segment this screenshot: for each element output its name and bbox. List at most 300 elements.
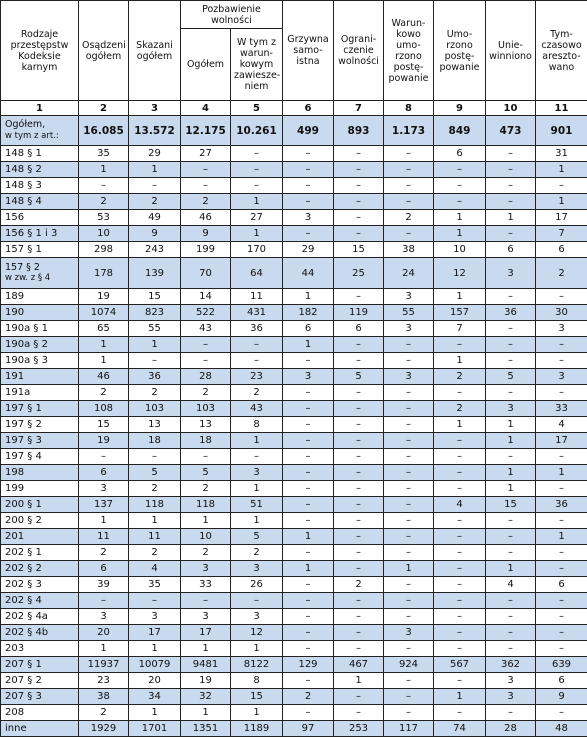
table-cell: – xyxy=(231,337,283,353)
table-cell: 17 xyxy=(181,625,231,641)
table-cell: 6 xyxy=(434,146,486,162)
table-cell: 36 xyxy=(536,497,587,513)
table-cell: 1 xyxy=(181,513,231,529)
table-cell: 1 xyxy=(129,162,181,178)
table-cell: 2 xyxy=(536,258,587,289)
table-cell: 10079 xyxy=(129,657,181,673)
table-cell: 74 xyxy=(434,721,486,737)
table-cell: – xyxy=(486,321,536,337)
table-cell: 11 xyxy=(231,289,283,305)
total-row-label: Ogółem, w tym z art.: xyxy=(1,116,79,146)
table-cell: 26 xyxy=(231,577,283,593)
table-cell: – xyxy=(283,162,334,178)
table-row xyxy=(1,289,587,305)
table-cell: 43 xyxy=(231,401,283,417)
table-cell: – xyxy=(334,433,384,449)
table-cell: 3 xyxy=(283,369,334,385)
table-cell: – xyxy=(536,593,587,609)
table-cell: 9 xyxy=(536,689,587,705)
table-row xyxy=(1,162,587,178)
table-cell: 1 xyxy=(79,641,129,657)
table-cell: 1 xyxy=(231,226,283,242)
table-row xyxy=(1,689,587,705)
table-cell: – xyxy=(434,705,486,721)
table-cell: 46 xyxy=(181,210,231,226)
table-cell: – xyxy=(283,146,334,162)
table-cell: 10 xyxy=(434,242,486,258)
table-cell: – xyxy=(536,449,587,465)
table-cell: 2 xyxy=(79,545,129,561)
header-deprivation-of-liberty: Pozbawienie wolności xyxy=(181,1,283,29)
table-cell: – xyxy=(283,497,334,513)
table-cell: – xyxy=(334,194,384,210)
table-row xyxy=(1,609,587,625)
table-cell: 1 xyxy=(231,194,283,210)
table-cell: – xyxy=(129,593,181,609)
table-cell: – xyxy=(79,593,129,609)
table-cell: – xyxy=(384,401,434,417)
table-cell: – xyxy=(384,609,434,625)
table-cell: 3 xyxy=(486,401,536,417)
table-cell: – xyxy=(384,226,434,242)
table-cell: 1 xyxy=(231,705,283,721)
row-label: inne xyxy=(1,721,79,737)
table-cell: 9 xyxy=(181,226,231,242)
header-deprivation-total: Ogółem xyxy=(181,29,231,101)
table-cell: 103 xyxy=(129,401,181,417)
row-label: 202 § 3 xyxy=(1,577,79,593)
table-cell: 7 xyxy=(434,321,486,337)
table-cell: – xyxy=(231,353,283,369)
table-cell: – xyxy=(334,593,384,609)
table-cell: 53 xyxy=(79,210,129,226)
table-cell: 253 xyxy=(334,721,384,737)
table-cell: 15 xyxy=(334,242,384,258)
row-label: 207 § 1 xyxy=(1,657,79,673)
table-cell: – xyxy=(536,337,587,353)
table-cell: – xyxy=(486,178,536,194)
table-cell: – xyxy=(384,497,434,513)
header-convicted-total: Skazani ogółem xyxy=(129,1,181,101)
table-cell: – xyxy=(536,353,587,369)
table-cell: 2 xyxy=(79,194,129,210)
table-cell: – xyxy=(384,146,434,162)
table-cell: – xyxy=(231,162,283,178)
table-cell: 1 xyxy=(79,513,129,529)
table-cell: – xyxy=(486,625,536,641)
row-label: 197 § 3 xyxy=(1,433,79,449)
table-cell: – xyxy=(434,561,486,577)
table-row xyxy=(1,146,587,162)
table-cell: – xyxy=(181,593,231,609)
table-cell: – xyxy=(536,625,587,641)
table-cell: – xyxy=(486,593,536,609)
table-row xyxy=(1,481,587,497)
table-cell: 1 xyxy=(79,337,129,353)
table-cell: 1 xyxy=(283,529,334,545)
table-cell: 24 xyxy=(384,258,434,289)
row-label: 157 § 1 xyxy=(1,242,79,258)
table-cell: – xyxy=(384,178,434,194)
table-cell: 15 xyxy=(79,417,129,433)
table-cell: 19 xyxy=(79,289,129,305)
row-label: 189 xyxy=(1,289,79,305)
table-row xyxy=(1,449,587,465)
table-cell: – xyxy=(283,226,334,242)
table-cell: 178 xyxy=(79,258,129,289)
table-cell: – xyxy=(434,385,486,401)
table-cell: – xyxy=(384,449,434,465)
table-cell: 20 xyxy=(129,673,181,689)
table-cell: 3 xyxy=(283,210,334,226)
table-cell: – xyxy=(334,289,384,305)
table-cell: 2 xyxy=(231,385,283,401)
table-cell: – xyxy=(486,353,536,369)
table-cell: – xyxy=(79,178,129,194)
table-cell: – xyxy=(434,513,486,529)
column-number-row: 1 2 3 4 5 6 7 8 9 10 11 xyxy=(1,101,587,116)
table-row xyxy=(1,561,587,577)
table-cell: 467 xyxy=(334,657,384,673)
row-label: 203 xyxy=(1,641,79,657)
table-cell: – xyxy=(384,545,434,561)
row-label: 198 xyxy=(1,465,79,481)
table-row xyxy=(1,657,587,673)
table-cell: – xyxy=(486,385,536,401)
table-cell: 3 xyxy=(181,561,231,577)
header-fine: Grzywna samo-istna xyxy=(283,1,334,101)
table-cell: 3 xyxy=(79,481,129,497)
table-cell: 27 xyxy=(181,146,231,162)
table-cell: 1 xyxy=(334,673,384,689)
header-deprivation-suspended: W tym z warun-kowym zawiesze-niem xyxy=(231,29,283,101)
table-cell: – xyxy=(181,178,231,194)
table-cell: – xyxy=(334,625,384,641)
table-cell: 1701 xyxy=(129,721,181,737)
table-row xyxy=(1,705,587,721)
row-label: 202 § 4 xyxy=(1,593,79,609)
table-cell: 117 xyxy=(384,721,434,737)
table-cell: 3 xyxy=(129,609,181,625)
table-cell: – xyxy=(384,337,434,353)
table-cell: – xyxy=(434,641,486,657)
table-cell: – xyxy=(334,513,384,529)
table-cell: 2 xyxy=(129,481,181,497)
table-row xyxy=(1,513,587,529)
table-cell: 108 xyxy=(79,401,129,417)
table-cell: – xyxy=(334,210,384,226)
table-cell: – xyxy=(283,353,334,369)
table-cell: 2 xyxy=(79,705,129,721)
table-cell: – xyxy=(434,577,486,593)
table-cell: 25 xyxy=(334,258,384,289)
table-cell: 1 xyxy=(434,417,486,433)
table-cell: 5 xyxy=(231,529,283,545)
table-row xyxy=(1,337,587,353)
row-label: 156 § 1 i 3 xyxy=(1,226,79,242)
row-label: 202 § 4a xyxy=(1,609,79,625)
table-cell: 5 xyxy=(181,465,231,481)
table-cell: 17 xyxy=(536,433,587,449)
table-cell: – xyxy=(334,417,384,433)
table-cell: – xyxy=(486,449,536,465)
table-cell: 157 xyxy=(434,305,486,321)
row-label: 197 § 2 xyxy=(1,417,79,433)
table-row xyxy=(1,321,587,337)
table-cell: 19 xyxy=(79,433,129,449)
table-cell: – xyxy=(486,705,536,721)
row-label: 190a § 3 xyxy=(1,353,79,369)
row-label: 197 § 4 xyxy=(1,449,79,465)
table-cell: – xyxy=(384,385,434,401)
table-cell: – xyxy=(181,353,231,369)
table-cell: 1 xyxy=(181,641,231,657)
table-cell: – xyxy=(434,673,486,689)
table-cell: 11 xyxy=(129,529,181,545)
table-cell: – xyxy=(486,609,536,625)
table-cell: – xyxy=(334,545,384,561)
table-cell: 6 xyxy=(283,321,334,337)
table-cell: 19 xyxy=(181,673,231,689)
table-cell: 2 xyxy=(283,689,334,705)
table-row xyxy=(1,401,587,417)
table-cell: 5 xyxy=(129,465,181,481)
table-cell: – xyxy=(384,433,434,449)
table-cell: 6 xyxy=(79,465,129,481)
table-cell: – xyxy=(486,337,536,353)
table-cell: – xyxy=(434,465,486,481)
row-label: 148 § 2 xyxy=(1,162,79,178)
row-label: 201 xyxy=(1,529,79,545)
table-cell: – xyxy=(129,449,181,465)
table-cell: 2 xyxy=(434,401,486,417)
table-cell: 64 xyxy=(231,258,283,289)
table-cell: 1 xyxy=(486,433,536,449)
table-cell: 1 xyxy=(129,641,181,657)
table-cell: – xyxy=(434,178,486,194)
table-cell: 1 xyxy=(231,481,283,497)
table-cell: – xyxy=(384,593,434,609)
row-label: 200 § 2 xyxy=(1,513,79,529)
table-cell: 3 xyxy=(486,689,536,705)
table-cell: – xyxy=(384,673,434,689)
table-cell: – xyxy=(283,513,334,529)
table-cell: 10 xyxy=(79,226,129,242)
table-cell: 3 xyxy=(536,321,587,337)
table-cell: 170 xyxy=(231,242,283,258)
table-cell: 924 xyxy=(384,657,434,673)
header-discontinued: Umo-rzono postę-powanie xyxy=(434,1,486,101)
table-cell: – xyxy=(384,529,434,545)
table-cell: 1 xyxy=(231,513,283,529)
table-cell: 119 xyxy=(334,305,384,321)
table-cell: – xyxy=(384,162,434,178)
table-cell: – xyxy=(486,529,536,545)
table-cell: – xyxy=(283,481,334,497)
table-cell: – xyxy=(283,194,334,210)
table-cell: – xyxy=(231,146,283,162)
table-cell: 2 xyxy=(384,210,434,226)
table-cell: 1 xyxy=(79,353,129,369)
table-cell: 4 xyxy=(129,561,181,577)
table-cell: – xyxy=(181,449,231,465)
table-cell: 2 xyxy=(129,385,181,401)
table-cell: 431 xyxy=(231,305,283,321)
row-label: 190 xyxy=(1,305,79,321)
table-cell: – xyxy=(434,449,486,465)
table-cell: 8 xyxy=(231,417,283,433)
table-cell: 2 xyxy=(231,545,283,561)
table-row xyxy=(1,226,587,242)
table-cell: – xyxy=(334,497,384,513)
table-cell: 3 xyxy=(536,369,587,385)
table-cell: – xyxy=(283,433,334,449)
table-cell: 118 xyxy=(181,497,231,513)
table-cell: 36 xyxy=(129,369,181,385)
table-cell: 3 xyxy=(486,258,536,289)
table-cell: – xyxy=(486,162,536,178)
table-row xyxy=(1,577,587,593)
header-conditional-discontinuation: Warun-kowo umo-rzono postę-powanie xyxy=(384,1,434,101)
row-label: 202 § 1 xyxy=(1,545,79,561)
table-cell: 34 xyxy=(129,689,181,705)
table-cell: 33 xyxy=(181,577,231,593)
table-cell: – xyxy=(181,162,231,178)
table-row xyxy=(1,641,587,657)
row-label: 157 § 2 w zw. z § 4 xyxy=(1,258,79,289)
table-cell: – xyxy=(334,481,384,497)
table-cell: – xyxy=(384,513,434,529)
table-cell: 2 xyxy=(181,481,231,497)
table-cell: – xyxy=(283,385,334,401)
row-label: 202 § 4b xyxy=(1,625,79,641)
table-cell: 29 xyxy=(129,146,181,162)
table-cell: – xyxy=(536,385,587,401)
table-cell: – xyxy=(283,449,334,465)
header-restriction-of-liberty: Ograni-czenie wolności xyxy=(334,1,384,101)
table-cell: – xyxy=(283,593,334,609)
table-cell: 35 xyxy=(79,146,129,162)
table-cell: – xyxy=(536,641,587,657)
table-cell: – xyxy=(434,337,486,353)
table-cell: 36 xyxy=(486,305,536,321)
table-cell: 9481 xyxy=(181,657,231,673)
table-cell: 3 xyxy=(384,289,434,305)
table-cell: 38 xyxy=(384,242,434,258)
table-cell: 118 xyxy=(129,497,181,513)
table-cell: – xyxy=(434,625,486,641)
table-cell: 6 xyxy=(486,242,536,258)
table-cell: – xyxy=(334,401,384,417)
table-cell: 4 xyxy=(434,497,486,513)
table-cell: 55 xyxy=(129,321,181,337)
table-cell: 70 xyxy=(181,258,231,289)
table-cell: 2 xyxy=(181,545,231,561)
row-label: 191 xyxy=(1,369,79,385)
table-cell: – xyxy=(384,465,434,481)
table-cell: 139 xyxy=(129,258,181,289)
table-cell: 11 xyxy=(79,529,129,545)
table-cell: 31 xyxy=(536,146,587,162)
table-cell: 23 xyxy=(231,369,283,385)
table-cell: 1 xyxy=(231,433,283,449)
table-cell: – xyxy=(384,577,434,593)
table-cell: 23 xyxy=(79,673,129,689)
table-cell: 1929 xyxy=(79,721,129,737)
table-cell: 3 xyxy=(181,609,231,625)
table-cell: 3 xyxy=(231,465,283,481)
table-cell: – xyxy=(486,513,536,529)
table-cell: – xyxy=(283,705,334,721)
row-label: 190a § 2 xyxy=(1,337,79,353)
table-row xyxy=(1,529,587,545)
table-cell: 11937 xyxy=(79,657,129,673)
table-cell: – xyxy=(334,353,384,369)
table-cell: 1 xyxy=(129,705,181,721)
table-cell: 1 xyxy=(536,194,587,210)
table-cell: 5 xyxy=(486,369,536,385)
table-cell: 298 xyxy=(79,242,129,258)
table-row xyxy=(1,178,587,194)
table-cell: 3 xyxy=(79,609,129,625)
table-cell: 27 xyxy=(231,210,283,226)
table-cell: 7 xyxy=(536,226,587,242)
row-label: 156 xyxy=(1,210,79,226)
table-cell: 43 xyxy=(181,321,231,337)
table-cell: 33 xyxy=(536,401,587,417)
table-cell: 1 xyxy=(486,481,536,497)
row-label: 207 § 3 xyxy=(1,689,79,705)
table-cell: 51 xyxy=(231,497,283,513)
table-cell: – xyxy=(536,545,587,561)
table-cell: – xyxy=(486,146,536,162)
table-cell: – xyxy=(334,146,384,162)
table-cell: – xyxy=(486,194,536,210)
table-cell: 1 xyxy=(79,162,129,178)
row-label: 202 § 2 xyxy=(1,561,79,577)
header-tried-total: Osądzeni ogółem xyxy=(79,1,129,101)
table-cell: 9 xyxy=(129,226,181,242)
table-cell: 17 xyxy=(129,625,181,641)
table-cell: – xyxy=(434,529,486,545)
table-cell: 1 xyxy=(181,705,231,721)
table-cell: – xyxy=(334,162,384,178)
table-cell: 6 xyxy=(536,242,587,258)
header-crime-type: Rodzaje przestępstw Kodeksie karnym xyxy=(1,1,79,101)
table-cell: – xyxy=(434,194,486,210)
row-label: 148 § 1 xyxy=(1,146,79,162)
table-cell: 639 xyxy=(536,657,587,673)
table-cell: – xyxy=(283,609,334,625)
table-cell: – xyxy=(283,673,334,689)
table-cell: 2 xyxy=(334,577,384,593)
table-cell: 4 xyxy=(486,577,536,593)
table-cell: 1 xyxy=(129,513,181,529)
table-cell: 3 xyxy=(384,625,434,641)
table-cell: – xyxy=(536,609,587,625)
table-cell: – xyxy=(79,449,129,465)
table-cell: 28 xyxy=(181,369,231,385)
row-label: 208 xyxy=(1,705,79,721)
table-cell: 182 xyxy=(283,305,334,321)
table-cell: 3 xyxy=(486,673,536,689)
table-row xyxy=(1,593,587,609)
table-cell: – xyxy=(536,289,587,305)
table-cell: 6 xyxy=(79,561,129,577)
table-cell: 1074 xyxy=(79,305,129,321)
table-cell: – xyxy=(536,178,587,194)
table-cell: 18 xyxy=(129,433,181,449)
